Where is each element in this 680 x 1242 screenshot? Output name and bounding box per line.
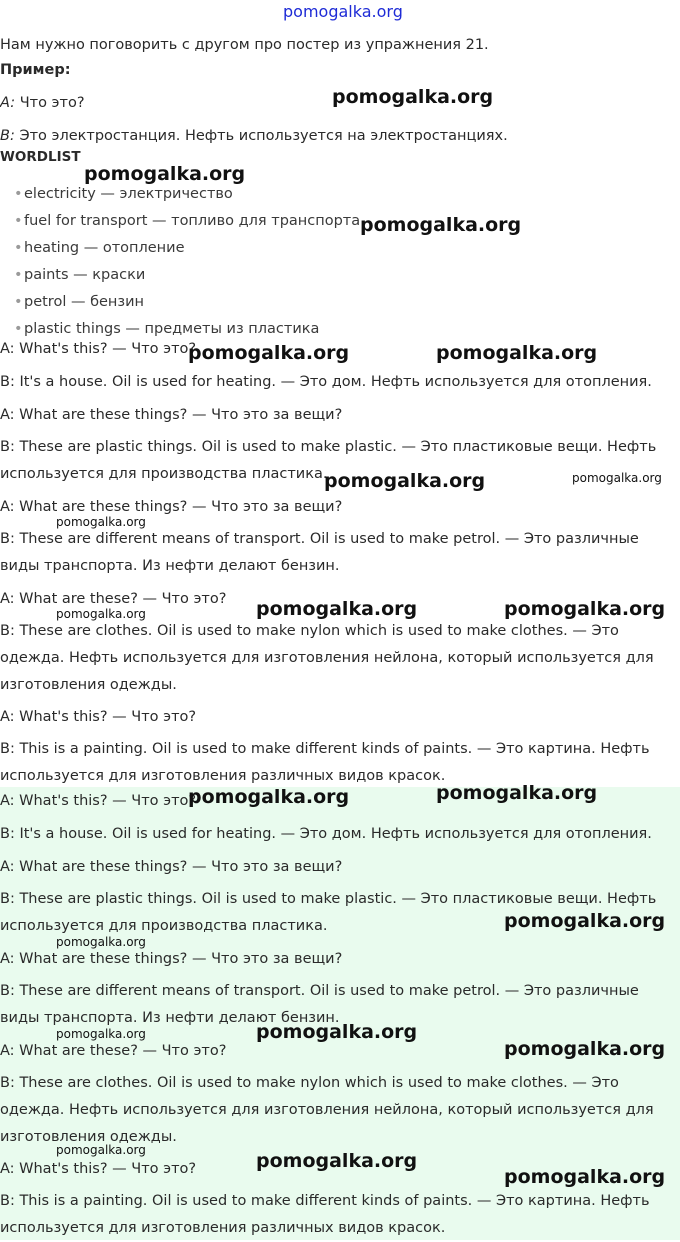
speaker-b: B: <box>0 128 15 144</box>
wordlist-item <box>14 321 319 337</box>
dialogue-line: B: It's a house. Oil is used for heating. — Это дом. Нефть используется для отопления. <box>0 826 652 842</box>
speaker-a: A: <box>0 95 16 111</box>
bullet-icon: • <box>14 267 23 283</box>
wordlist-item <box>14 240 185 256</box>
watermark: pomogalka.org <box>324 470 486 492</box>
wordlist-item <box>14 267 145 283</box>
watermark: pomogalka.org <box>436 342 598 364</box>
wordlist-item-label: plastic things — предметы из пластика <box>24 321 320 337</box>
dialogue-line: A: What are these? — Что это? <box>0 1043 227 1059</box>
wordlist-title: WORDLIST <box>0 149 81 165</box>
wordlist-item <box>14 294 144 310</box>
wordlist-item-label: heating — отопление <box>24 240 185 256</box>
dialogue-line: A: What are these things? — Что это за вещи? <box>0 407 343 423</box>
dialogue-line: B: These are different means of transport. Oil is used to make petrol. — Это различные виды транспорта. Из нефти делают бензин. <box>0 983 639 1026</box>
dialogue-line: A: What's this? — Что это? <box>0 793 197 809</box>
bullet-icon: • <box>14 213 23 229</box>
wordlist-item-label: paints — краски <box>24 267 146 283</box>
watermark: pomogalka.org <box>504 1166 666 1188</box>
watermark: pomogalka.org <box>56 515 146 529</box>
site-link[interactable]: pomogalka.org <box>283 2 403 21</box>
watermark: pomogalka.org <box>256 598 418 620</box>
example-a-text: Что это? <box>19 95 85 111</box>
watermark: pomogalka.org <box>572 471 662 485</box>
example-label: Пример: <box>0 62 71 78</box>
dialogue-line: B: These are plastic things. Oil is used to make plastic. — Это пластиковые вещи. Нефть используется для производства пластика. <box>0 891 657 934</box>
wordlist-item <box>14 186 233 202</box>
watermark: pomogalka.org <box>360 214 522 236</box>
watermark: pomogalka.org <box>256 1150 418 1172</box>
example-line-a <box>0 95 85 111</box>
dialogue-line: B: These are clothes. Oil is used to make nylon which is used to make clothes. — Это одежда. Нефть используется для изготовления нейлона, который используется для изготовления одежды. <box>0 623 654 693</box>
intro-text: Нам нужно поговорить с другом про постер из упражнения 21. <box>0 37 489 53</box>
watermark: pomogalka.org <box>332 86 494 108</box>
watermark: pomogalka.org <box>504 598 666 620</box>
wordlist-item-label: electricity — электричество <box>24 186 233 202</box>
dialogue-line: B: These are clothes. Oil is used to make nylon which is used to make clothes. — Это одежда. Нефть используется для изготовления нейлона, который используется для изготовления одежды. <box>0 1075 654 1145</box>
watermark: pomogalka.org <box>188 342 350 364</box>
dialogue-line: B: These are plastic things. Oil is used to make plastic. — Это пластиковые вещи. Нефть используется для производства пластика. <box>0 439 657 482</box>
watermark: pomogalka.org <box>504 910 666 932</box>
dialogue-line: A: What are these things? — Что это за вещи? <box>0 859 343 875</box>
dialogue-line: A: What's this? — Что это? <box>0 709 197 725</box>
bullet-icon: • <box>14 186 23 202</box>
watermark: pomogalka.org <box>256 1021 418 1043</box>
dialogue-line: B: This is a painting. Oil is used to make different kinds of paints. — Это картина. Нефть используется для изготовления различных видов красок. <box>0 1193 650 1236</box>
watermark: pomogalka.org <box>504 1038 666 1060</box>
dialogue-line: A: What's this? — Что это? <box>0 341 197 357</box>
watermark: pomogalka.org <box>56 1027 146 1041</box>
dialogue-line: B: This is a painting. Oil is used to make different kinds of paints. — Это картина. Нефть используется для изготовления различных видов красок. <box>0 741 650 784</box>
bullet-icon: • <box>14 240 23 256</box>
wordlist-item-label: petrol — бензин <box>24 294 145 310</box>
watermark: pomogalka.org <box>436 782 598 804</box>
bullet-icon: • <box>14 294 23 310</box>
dialogue-line: A: What are these things? — Что это за вещи? <box>0 499 343 515</box>
watermark: pomogalka.org <box>84 163 246 185</box>
watermark: pomogalka.org <box>56 1143 146 1157</box>
dialogue-line: A: What are these? — Что это? <box>0 591 227 607</box>
watermark: pomogalka.org <box>188 786 350 808</box>
watermark: pomogalka.org <box>56 607 146 621</box>
dialogue-line: B: These are different means of transport. Oil is used to make petrol. — Это различные виды транспорта. Из нефти делают бензин. <box>0 531 639 574</box>
dialogue-line: A: What are these things? — Что это за вещи? <box>0 951 343 967</box>
watermark: pomogalka.org <box>56 935 146 949</box>
wordlist-item <box>14 213 360 229</box>
example-line-b <box>0 128 508 144</box>
dialogue-line: A: What's this? — Что это? <box>0 1161 197 1177</box>
bullet-icon: • <box>14 321 23 337</box>
example-b-text: Это электростанция. Нефть используется на электростанциях. <box>19 128 508 144</box>
wordlist-item-label: fuel for transport — топливо для транспорта <box>24 213 361 229</box>
dialogue-line: B: It's a house. Oil is used for heating. — Это дом. Нефть используется для отопления. <box>0 374 652 390</box>
